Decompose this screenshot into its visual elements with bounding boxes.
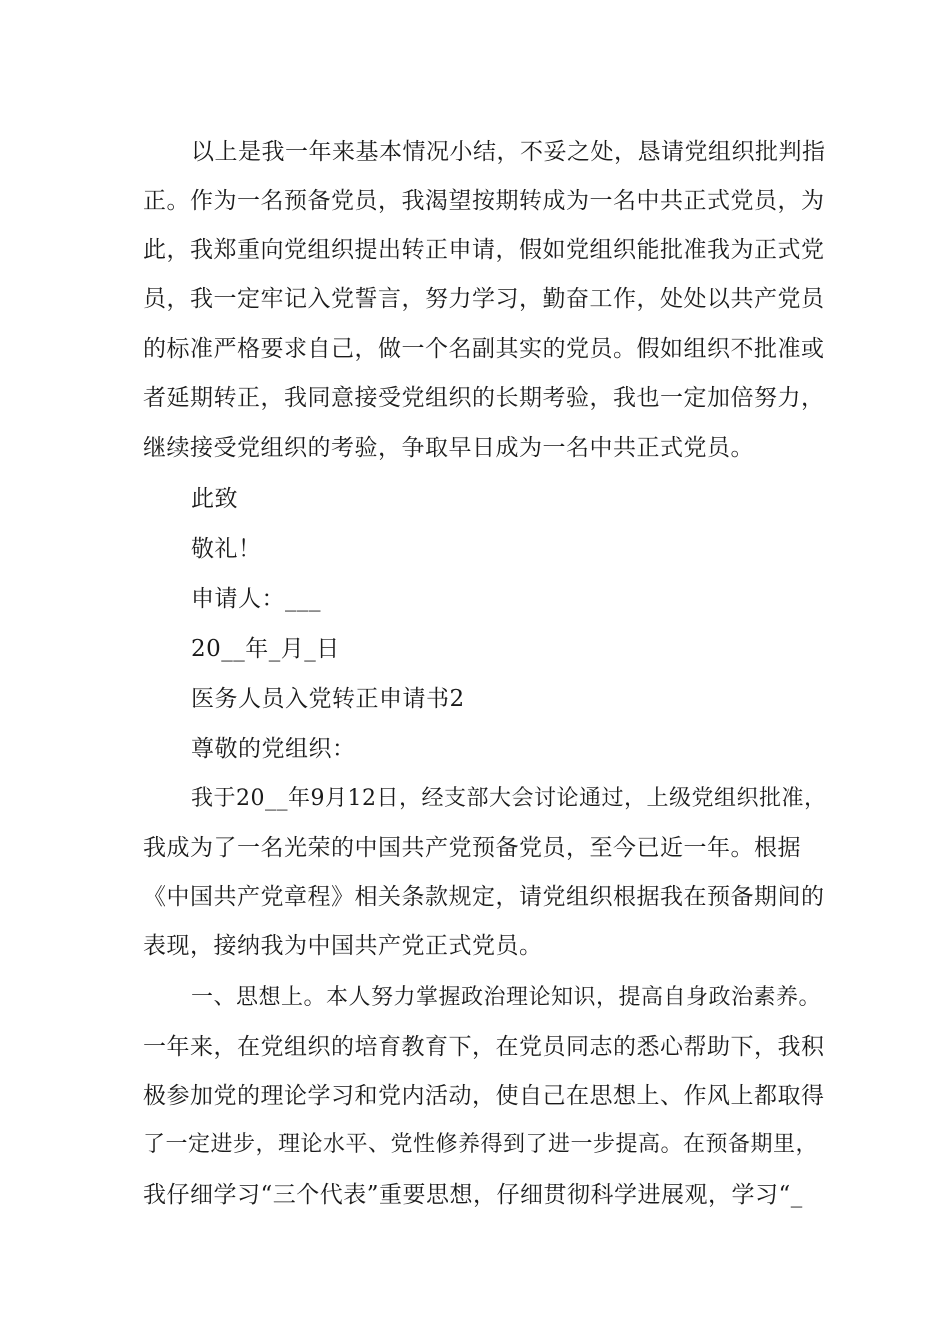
paragraph-1-line-4: 员，我一定牢记入党誓言，努力学习，勤奋工作，处处以共产党员 [143,286,825,312]
paragraph-1-line-5: 的标准严格要求自己，做一个名副其实的党员。假如组织不批准或 [143,336,825,362]
paragraph-1-line-6: 者延期转正，我同意接受党组织的长期考验，我也一定加倍努力， [143,385,825,411]
paragraph-3-line-4: 了一定进步，理论水平、党性修养得到了进一步提高。在预备期里， [143,1132,819,1157]
paragraph-1-line-7: 继续接受党组织的考验，争取早日成为一名中共正式党员。 [143,435,754,461]
paragraph-2-line-4: 表现，接纳我为中国共产党正式党员。 [143,933,543,959]
paragraph-3-line-5: 我仔细学习“三个代表”重要思想，仔细贯彻科学进展观，学习“_ [143,1182,803,1208]
paragraph-2-line-3: 《中国共产党章程》相关条款规定，请党组织根据我在预备期间的 [143,884,825,910]
paragraph-1-line-1: 以上是我一年来基本情况小结，不妥之处，恳请党组织批判指 [191,139,826,165]
paragraph-1-line-2: 正。作为一名预备党员，我渴望按期转成为一名中共正式党员，为 [143,188,825,214]
paragraph-1-line-3: 此，我郑重向党组织提出转正申请，假如党组织能批准我为正式党 [143,237,825,263]
closing-line-2: 敬礼！ [191,536,262,562]
paragraph-3-line-2: 一年来，在党组织的培育教育下，在党员同志的悉心帮助下，我积 [143,1034,825,1060]
closing-line-1: 此致 [191,486,238,512]
salutation: 尊敬的党组织： [191,736,356,762]
date-line: 20__年_月_日 [191,636,340,662]
applicant-line: 申请人：___ [191,586,321,612]
paragraph-3-line-3: 极参加党的理论学习和党内活动，使自己在思想上、作风上都取得 [143,1083,825,1109]
paragraph-2-line-1: 我于20__年9月12日，经支部大会讨论通过，上级党组织批准， [191,786,827,811]
paragraph-2-line-2: 我成为了一名光荣的中国共产党预备党员，至今已近一年。根据 [143,835,801,861]
paragraph-3-line-1: 一、思想上。本人努力掌握政治理论知识，提高自身政治素养。 [191,985,822,1010]
letter-2-title: 医务人员入党转正申请书2 [191,686,465,712]
